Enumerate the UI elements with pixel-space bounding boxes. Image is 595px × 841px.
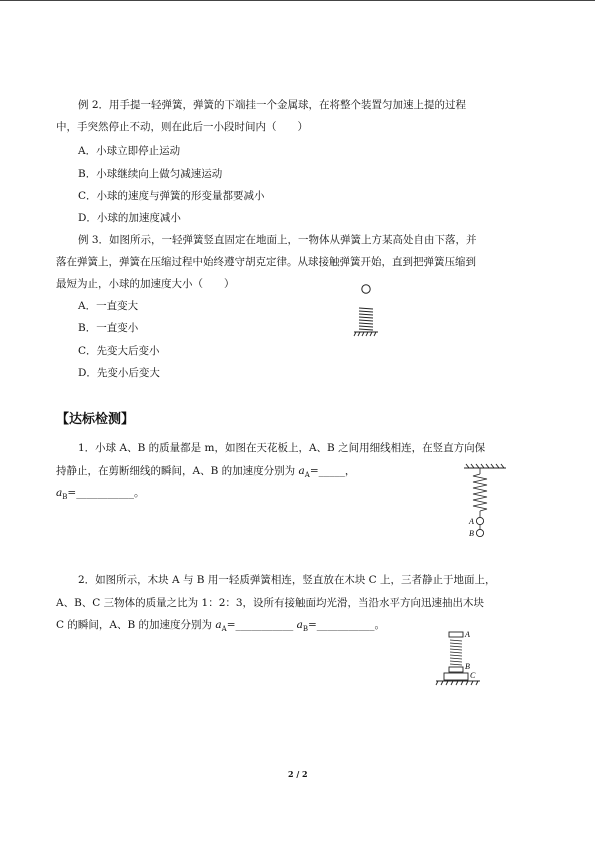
q1-line3 <box>56 486 144 504</box>
q1-blank-b: =___________。 <box>67 487 145 499</box>
q2-accel-b-symbol: a <box>296 619 303 631</box>
block-a <box>449 632 463 637</box>
q2-sub-a: A <box>221 625 227 634</box>
label-a: A <box>465 630 470 639</box>
falling-ball <box>362 285 370 293</box>
ground <box>354 332 378 336</box>
ex2-option-a: A．小球立即停止运动 <box>78 145 181 157</box>
ex3-line2: 落在弹簧上，弹簧在压缩过程中始终遵守胡克定律。从球接触弹簧开始，直到把弹簧压缩到 <box>56 256 476 268</box>
q2-blank-a: =___________ <box>226 619 297 631</box>
ex2-option-c: C．小球的速度与弹簧的形变量都要减小 <box>78 190 265 202</box>
header-rule <box>0 0 595 1</box>
q1-figure <box>460 462 510 544</box>
q2-line3-text: C 的瞬间，A、B 的加速度分别为 <box>56 619 216 631</box>
label-a: A <box>469 517 474 526</box>
ceiling <box>464 464 506 468</box>
spring <box>450 640 462 665</box>
ex3-option-c: C．先变大后变小 <box>78 345 160 357</box>
section-title: 【达标检测】 <box>56 412 135 427</box>
block-b <box>449 667 463 672</box>
q1-accel-a-symbol: a <box>298 465 305 477</box>
ex3-option-a: A．一直变大 <box>78 300 139 312</box>
label-b: B <box>469 529 474 538</box>
q2-sub-b: B <box>302 625 308 634</box>
q2-line1: 2．如图所示，木块 A 与 B 用一轻质弹簧相连，竖直放在木块 C 上，三者静止于地面上， <box>78 574 496 586</box>
ex2-line1: 例 2．用手提一轻弹簧，弹簧的下端挂一个金属球，在将整个装置匀加速上提的过程 <box>78 99 467 111</box>
q1-line2 <box>56 464 355 482</box>
ex3-option-d: D．先变小后变大 <box>78 367 160 379</box>
q1-blank-a: =_____， <box>309 465 356 477</box>
q2-figure <box>430 628 490 690</box>
q1-sub-a: A <box>304 471 310 480</box>
ex2-option-d: D．小球的加速度减小 <box>78 212 181 224</box>
block-c <box>444 673 468 680</box>
spring <box>473 468 487 517</box>
ground <box>436 681 480 685</box>
ex2-option-b: B．小球继续向上做匀减速运动 <box>78 168 223 180</box>
q1-line1: 1．小球 A、B 的质量都是 m，如图在天花板上，A、B 之间用细线相连，在竖直方向保 <box>78 442 486 454</box>
ex3-line3: 最短为止，小球的加速度大小（ ） <box>56 278 235 290</box>
ball-b <box>476 529 483 536</box>
page-number: 2 / 2 <box>288 769 308 779</box>
q2-accel-a-symbol: a <box>215 619 222 631</box>
ex3-option-b: B．一直变小 <box>78 322 139 334</box>
q1-sub-b: B <box>62 493 68 502</box>
spring <box>359 308 373 330</box>
q2-line2: A、B、C 三物体的质量之比为 1：2：3，设所有接触面均光滑，当沿水平方向迅速抽出木块 <box>56 597 485 609</box>
ball-a <box>476 517 483 524</box>
q1-accel-b-symbol: a <box>56 487 63 499</box>
q2-line3 <box>56 618 385 636</box>
ex2-line2: 中，手突然停止不动，则在此后一小段时间内（ ） <box>56 121 308 133</box>
ex3-figure <box>350 280 382 342</box>
label-c: C <box>470 671 476 680</box>
q2-blank-b: =___________。 <box>308 619 386 631</box>
ex3-line1: 例 3．如图所示，一轻弹簧竖直固定在地面上，一物体从弹簧上方某高处自由下落，并 <box>78 234 477 246</box>
label-b: B <box>465 662 470 671</box>
q1-line2-text: 持静止，在剪断细线的瞬间，A、B 的加速度分别为 <box>56 465 299 477</box>
